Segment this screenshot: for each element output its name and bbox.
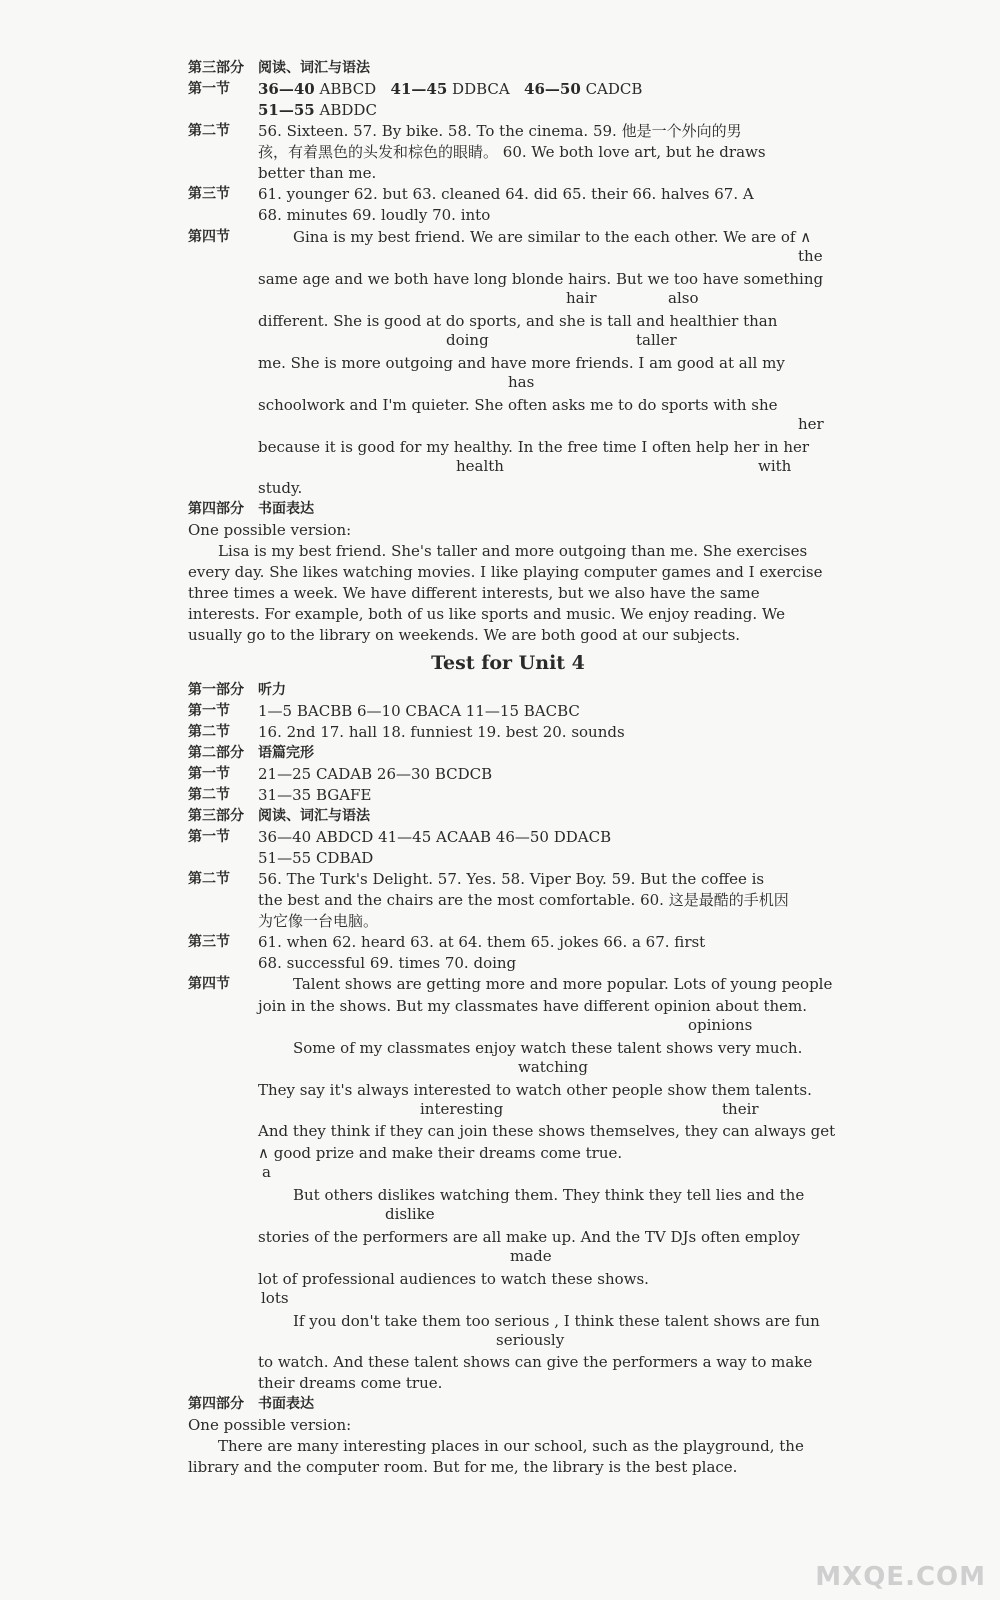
intro-text: One possible version: xyxy=(188,1416,352,1434)
range: 41—45 xyxy=(390,80,448,98)
answer-line: 31—35 BGAFE xyxy=(258,786,372,804)
correction: has xyxy=(508,373,535,391)
section-label: 第二节 xyxy=(188,123,230,139)
passage-line: because it is good for my healthy. In the free time I often help her in her xyxy=(258,438,810,456)
answer-line: 68. minutes 69. loudly 70. into xyxy=(258,206,491,224)
correction-line xyxy=(188,268,828,310)
part-title: 听力 xyxy=(258,682,286,698)
correction: taller xyxy=(636,331,677,349)
passage-line: stories of the performers are all make up. And the TV DJs often employ xyxy=(258,1228,800,1246)
section-label: 第二节 xyxy=(188,724,230,740)
correction: the xyxy=(798,247,823,265)
correction: their xyxy=(722,1100,759,1118)
section-header xyxy=(188,58,828,79)
section-label: 第三节 xyxy=(188,934,230,950)
section-label: 第四节 xyxy=(188,229,230,245)
correction-line xyxy=(188,436,828,478)
correction-line xyxy=(188,1310,828,1352)
intro-text: One possible version: xyxy=(188,521,352,539)
correction: seriously xyxy=(496,1331,565,1349)
answer-line xyxy=(258,79,642,100)
part-label: 第三部分 xyxy=(188,808,244,824)
part-title: 阅读、词汇与语法 xyxy=(258,808,370,824)
range: 36—40 xyxy=(258,80,315,98)
answer-line: 56. Sixteen. 57. By bike. 58. To the cinema. 59. 他是一个外向的男 xyxy=(258,122,742,140)
answer-row xyxy=(188,785,828,806)
section-label: 第一节 xyxy=(188,766,230,782)
section-label: 第一节 xyxy=(188,703,230,719)
answer-page xyxy=(188,58,836,1478)
passage-line: ∧ good prize and make their dreams come true. xyxy=(258,1144,623,1162)
answers: DDBCA xyxy=(452,80,510,98)
answer-line: 36—40 ABDCD 41—45 ACAAB 46—50 DDACB xyxy=(258,828,612,846)
correction: watching xyxy=(518,1058,588,1076)
correction-line xyxy=(188,1184,828,1226)
passage-line: And they think if they can join these shows themselves, they can always get xyxy=(258,1122,836,1140)
answer-line: better than me. xyxy=(258,164,377,182)
essay-intro xyxy=(188,520,828,541)
answer-line: 1—5 BACBB 6—10 CBACA 11—15 BACBC xyxy=(258,702,580,720)
unit-title: Test for Unit 4 xyxy=(431,652,585,674)
passage-line xyxy=(188,1373,828,1394)
answer-line: 孩，有着黑色的头发和棕色的眼睛。 60. We both love art, but he draws xyxy=(258,143,766,161)
part-title: 阅读、词汇与语法 xyxy=(258,60,370,76)
section-label: 第二节 xyxy=(188,787,230,803)
answer-line: 51—55 CDBAD xyxy=(258,849,374,867)
answer-row xyxy=(188,722,828,743)
answers: ABBCD xyxy=(319,80,377,98)
passage-line: join in the shows. But my classmates have different opinion about them. xyxy=(258,997,808,1015)
passage-line: to watch. And these talent shows can give the performers a way to make xyxy=(258,1353,813,1371)
section-label: 第一节 xyxy=(188,81,230,97)
correction: her xyxy=(798,415,824,433)
answer-row xyxy=(188,121,828,142)
essay-paragraph: There are many interesting places in our school, such as the playground, the library and the computer room. But for me, the library is the best place. xyxy=(188,1437,804,1476)
answer-line: 61. younger 62. but 63. cleaned 64. did 65. their 66. halves 67. A xyxy=(258,185,754,203)
part-label: 第一部分 xyxy=(188,682,244,698)
passage-line: If you don't take them too serious , I think these talent shows are fun xyxy=(293,1312,820,1330)
correction: made xyxy=(510,1247,552,1265)
answer-row xyxy=(188,184,828,205)
answers: ABDDC xyxy=(319,101,377,119)
correction: opinions xyxy=(688,1016,753,1034)
correction: hair xyxy=(566,289,597,307)
passage-line: They say it's always interested to watch other people show them talents. xyxy=(258,1081,812,1099)
section-label: 第三节 xyxy=(188,186,230,202)
section-header xyxy=(188,1394,828,1415)
answer-row xyxy=(188,911,828,932)
correction-line xyxy=(188,974,833,995)
answer-row xyxy=(188,163,828,184)
part-title: 语篇完形 xyxy=(258,745,314,761)
answer-row xyxy=(188,827,828,848)
correction-line xyxy=(188,1226,828,1268)
answer-line: the best and the chairs are the most comfortable. 60. 这是最酷的手机因 xyxy=(258,891,789,909)
answer-row xyxy=(188,205,828,226)
range: 51—55 xyxy=(258,101,315,119)
correction-line xyxy=(188,1037,828,1079)
range: 46—50 xyxy=(524,80,581,98)
correction: a xyxy=(262,1163,271,1181)
passage-line xyxy=(188,1352,828,1373)
answer-row xyxy=(188,932,828,953)
passage-line: their dreams come true. xyxy=(258,1374,443,1392)
part-title: 书面表达 xyxy=(258,501,314,517)
passage-line: But others dislikes watching them. They think they tell lies and the xyxy=(293,1186,805,1204)
passage-line: study. xyxy=(258,479,303,497)
section-label: 第一节 xyxy=(188,829,230,845)
answer-line: 16. 2nd 17. hall 18. funniest 19. best 20. sounds xyxy=(258,723,625,741)
answer-row xyxy=(188,890,828,911)
answers: CADCB xyxy=(585,80,643,98)
part-label: 第四部分 xyxy=(188,1396,244,1412)
correction: doing xyxy=(446,331,489,349)
passage-line: Gina is my best friend. We are similar to the each other. We are of ∧ xyxy=(293,228,812,246)
section-header xyxy=(188,806,828,827)
correction: lots xyxy=(261,1289,289,1307)
answer-row xyxy=(188,79,828,100)
correction-line xyxy=(188,226,828,268)
answer-line: 21—25 CADAB 26—30 BCDCB xyxy=(258,765,493,783)
section-label: 第二节 xyxy=(188,871,230,887)
part-label: 第三部分 xyxy=(188,60,244,76)
answer-line xyxy=(258,100,377,121)
passage-line: same age and we both have long blonde hairs. But we too have something xyxy=(258,270,824,288)
correction: with xyxy=(758,457,792,475)
correction-line xyxy=(188,1079,828,1121)
correction: also xyxy=(668,289,699,307)
watermark: MXQE.COM xyxy=(815,1562,986,1592)
answer-line: 为它像一台电脑。 xyxy=(258,912,379,930)
passage-line: lot of professional audiences to watch these shows. xyxy=(258,1270,649,1288)
answer-row xyxy=(188,701,828,722)
part-label: 第二部分 xyxy=(188,745,244,761)
answer-line: 56. The Turk's Delight. 57. Yes. 58. Viper Boy. 59. But the coffee is xyxy=(258,870,765,888)
passage-end xyxy=(188,478,828,499)
passage-line: Some of my classmates enjoy watch these talent shows very much. xyxy=(293,1039,803,1057)
passage-line: schoolwork and I'm quieter. She often asks me to do sports with she xyxy=(258,396,778,414)
correction-line xyxy=(188,352,828,394)
answer-line: 61. when 62. heard 63. at 64. them 65. jokes 66. a 67. first xyxy=(258,933,706,951)
correction: health xyxy=(456,457,504,475)
correction-line xyxy=(188,1142,828,1184)
section-header xyxy=(188,743,828,764)
passage-line: Talent shows are getting more and more popular. Lots of young people xyxy=(293,975,833,993)
essay-paragraph: Lisa is my best friend. She's taller and more outgoing than me. She exercises every day. She likes watching movies. I like playing computer games and I exercise three times a week. We have different interests, but we also have the same interests. For example, both of us like sports and music. We enjoy reading. We usually go to the library on weekends. We are both good at our subjects. xyxy=(188,542,823,644)
answer-line: 68. successful 69. times 70. doing xyxy=(258,954,517,972)
passage-line xyxy=(188,1121,836,1142)
correction: dislike xyxy=(385,1205,435,1223)
answer-row xyxy=(188,953,828,974)
answer-row xyxy=(188,764,828,785)
answer-row xyxy=(188,142,828,163)
answer-row xyxy=(188,869,828,890)
answer-row xyxy=(188,100,828,121)
correction-line xyxy=(188,1268,828,1310)
section-header xyxy=(188,499,828,520)
part-title: 书面表达 xyxy=(258,1396,314,1412)
correction-line xyxy=(188,394,828,436)
section-label: 第四节 xyxy=(188,976,230,992)
essay-intro xyxy=(188,1415,828,1436)
passage-line: different. She is good at do sports, and she is tall and healthier than xyxy=(258,312,778,330)
passage-line: me. She is more outgoing and have more friends. I am good at all my xyxy=(258,354,785,372)
correction: interesting xyxy=(420,1100,504,1118)
section-header xyxy=(188,680,828,701)
correction-line xyxy=(188,310,828,352)
part-label: 第四部分 xyxy=(188,501,244,517)
correction-line xyxy=(188,995,828,1037)
answer-row xyxy=(188,848,828,869)
